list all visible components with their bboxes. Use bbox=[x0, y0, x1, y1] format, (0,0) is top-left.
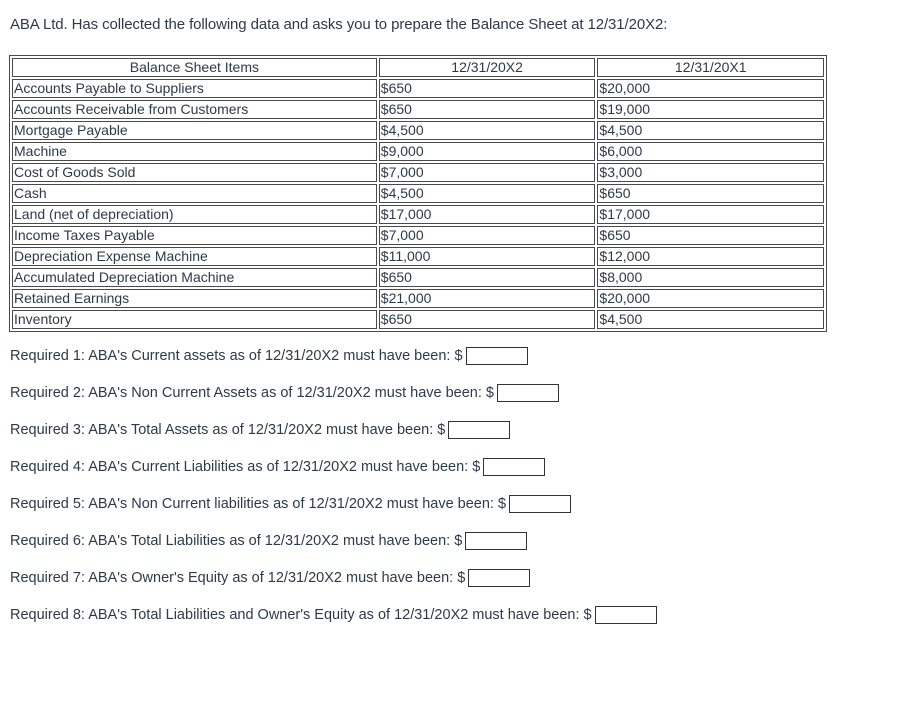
required-8-label: Required 8: ABA's Total Liabilities and Owner's Equity as of 12/31/20X2 must have been: $ bbox=[10, 607, 592, 623]
required-6-answer-input[interactable] bbox=[465, 532, 527, 550]
required-7-answer-input[interactable] bbox=[468, 569, 530, 587]
table-row bbox=[12, 226, 824, 245]
table-row bbox=[12, 100, 824, 119]
value-20x1: $4,500 bbox=[597, 121, 824, 140]
item-label: Inventory bbox=[12, 310, 377, 329]
value-20x1: $20,000 bbox=[597, 289, 824, 308]
value-20x2: $650 bbox=[379, 79, 596, 98]
value-20x2: $11,000 bbox=[379, 247, 596, 266]
required-8-answer-input[interactable] bbox=[595, 606, 657, 624]
required-3-label: Required 3: ABA's Total Assets as of 12/31/20X2 must have been: $ bbox=[10, 422, 446, 438]
value-20x2: $21,000 bbox=[379, 289, 596, 308]
item-label: Accounts Receivable from Customers bbox=[12, 100, 377, 119]
table-row bbox=[12, 247, 824, 266]
value-20x1: $6,000 bbox=[597, 142, 824, 161]
table-row bbox=[12, 163, 824, 182]
table-row bbox=[12, 184, 824, 203]
table-row bbox=[12, 205, 824, 224]
required-1-answer-input[interactable] bbox=[466, 347, 528, 365]
required-6-label: Required 6: ABA's Total Liabilities as of 12/31/20X2 must have been: $ bbox=[10, 533, 463, 549]
item-label: Accumulated Depreciation Machine bbox=[12, 268, 377, 287]
required-5-answer-input[interactable] bbox=[509, 495, 571, 513]
item-label: Income Taxes Payable bbox=[12, 226, 377, 245]
value-20x2: $4,500 bbox=[379, 184, 596, 203]
balance-sheet-table bbox=[9, 55, 827, 332]
value-20x1: $650 bbox=[597, 226, 824, 245]
required-4-answer-input[interactable] bbox=[483, 458, 545, 476]
required-4 bbox=[10, 458, 545, 476]
value-20x2: $650 bbox=[379, 268, 596, 287]
required-3 bbox=[10, 421, 510, 439]
required-7 bbox=[10, 569, 530, 587]
required-8 bbox=[10, 606, 657, 624]
value-20x1: $8,000 bbox=[597, 268, 824, 287]
table-header-row bbox=[12, 58, 824, 77]
required-6 bbox=[10, 532, 527, 550]
value-20x2: $7,000 bbox=[379, 163, 596, 182]
required-1-label: Required 1: ABA's Current assets as of 12/31/20X2 must have been: $ bbox=[10, 348, 463, 364]
required-4-label: Required 4: ABA's Current Liabilities as of 12/31/20X2 must have been: $ bbox=[10, 459, 481, 475]
item-label: Mortgage Payable bbox=[12, 121, 377, 140]
value-20x1: $3,000 bbox=[597, 163, 824, 182]
required-1 bbox=[10, 347, 528, 365]
value-20x2: $7,000 bbox=[379, 226, 596, 245]
required-2-label: Required 2: ABA's Non Current Assets as of 12/31/20X2 must have been: $ bbox=[10, 385, 494, 401]
value-20x1: $12,000 bbox=[597, 247, 824, 266]
header-20x1: 12/31/20X1 bbox=[597, 58, 824, 77]
required-2 bbox=[10, 384, 559, 402]
table-row bbox=[12, 268, 824, 287]
item-label: Cost of Goods Sold bbox=[12, 163, 377, 182]
value-20x1: $4,500 bbox=[597, 310, 824, 329]
value-20x1: $17,000 bbox=[597, 205, 824, 224]
header-items: Balance Sheet Items bbox=[12, 58, 377, 77]
value-20x1: $650 bbox=[597, 184, 824, 203]
item-label: Depreciation Expense Machine bbox=[12, 247, 377, 266]
value-20x1: $20,000 bbox=[597, 79, 824, 98]
item-label: Machine bbox=[12, 142, 377, 161]
value-20x2: $4,500 bbox=[379, 121, 596, 140]
table-row bbox=[12, 121, 824, 140]
table-row bbox=[12, 310, 824, 329]
value-20x1: $19,000 bbox=[597, 100, 824, 119]
required-5-label: Required 5: ABA's Non Current liabilities as of 12/31/20X2 must have been: $ bbox=[10, 496, 507, 512]
required-5 bbox=[10, 495, 571, 513]
required-3-answer-input[interactable] bbox=[448, 421, 510, 439]
required-7-label: Required 7: ABA's Owner's Equity as of 12/31/20X2 must have been: $ bbox=[10, 570, 466, 586]
table-row bbox=[12, 289, 824, 308]
table-row bbox=[12, 79, 824, 98]
item-label: Land (net of depreciation) bbox=[12, 205, 377, 224]
value-20x2: $650 bbox=[379, 100, 596, 119]
value-20x2: $650 bbox=[379, 310, 596, 329]
value-20x2: $9,000 bbox=[379, 142, 596, 161]
intro-text: ABA Ltd. Has collected the following data and asks you to prepare the Balance Sheet at 12/31/20X2: bbox=[10, 16, 668, 33]
required-2-answer-input[interactable] bbox=[497, 384, 559, 402]
header-20x2: 12/31/20X2 bbox=[379, 58, 596, 77]
item-label: Retained Earnings bbox=[12, 289, 377, 308]
table-row bbox=[12, 142, 824, 161]
value-20x2: $17,000 bbox=[379, 205, 596, 224]
item-label: Accounts Payable to Suppliers bbox=[12, 79, 377, 98]
item-label: Cash bbox=[12, 184, 377, 203]
